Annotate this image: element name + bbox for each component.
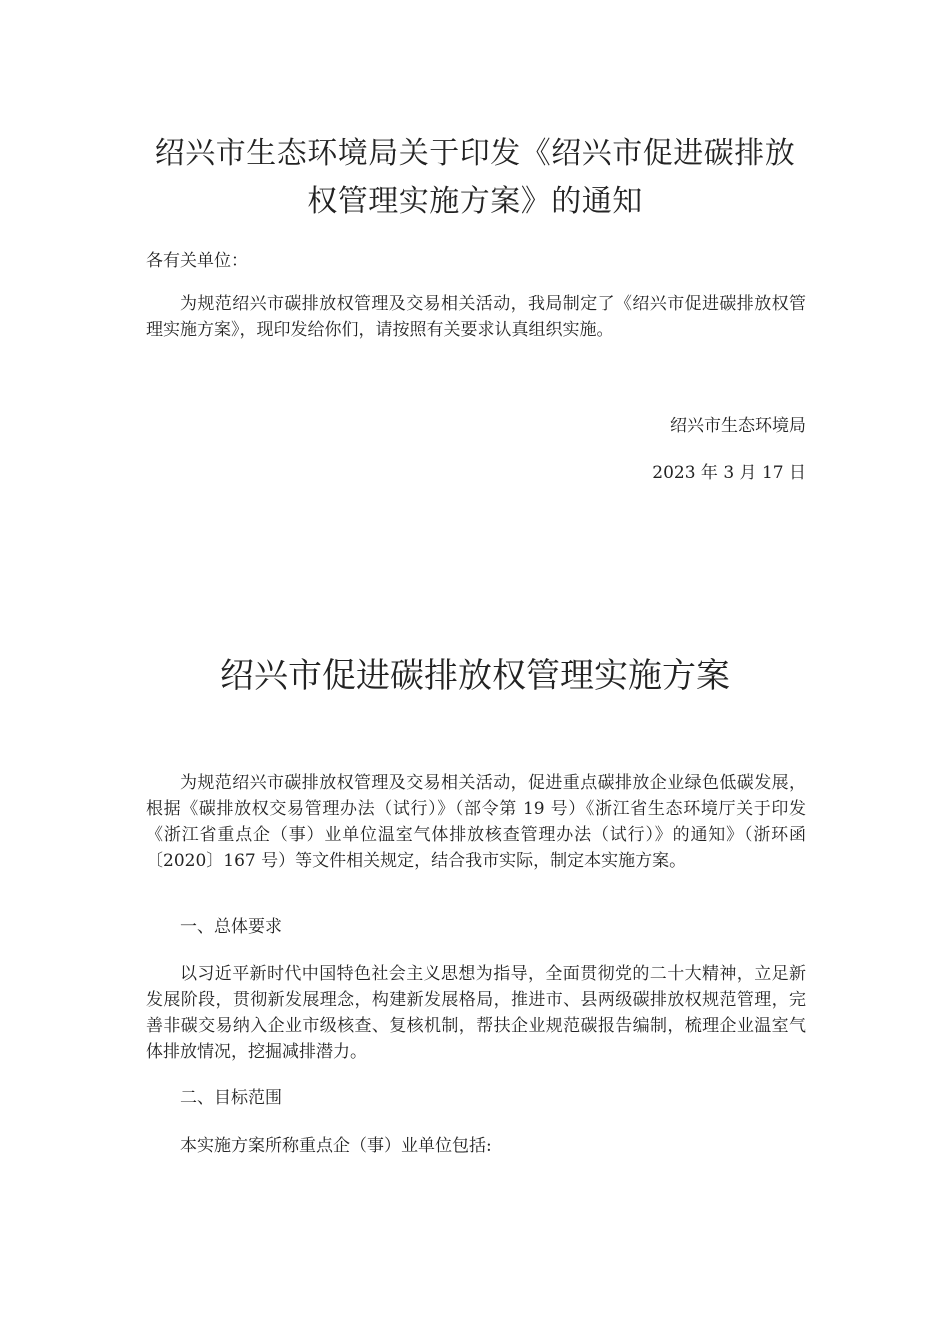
signature-org: 绍兴市生态环境局 (670, 416, 806, 436)
plan-title: 绍兴市促进碳排放权管理实施方案 (220, 656, 730, 696)
section1-body: 以习近平新时代中国特色社会主义思想为指导，全面贯彻党的二十大精神，立足新发展阶段，贯彻新发展理念，构建新发展格局，推进市、县两级碳排放权规范管理，完善非碳交易纳入企业市级核查、复核机制，帮扶企业规范碳报告编制，梳理企业温室气体排放情况，挖掘减排潜力。 (146, 964, 806, 1062)
section2-heading: 二、目标范围 (180, 1088, 282, 1108)
section1-heading: 一、总体要求 (180, 917, 282, 937)
signature-date: 2023 年 3 月 17 日 (652, 463, 806, 483)
notice-body: 为规范绍兴市碳排放权管理及交易相关活动，我局制定了《绍兴市促进碳排放权管理实施方案》，现印发给你们，请按照有关要求认真组织实施。 (146, 294, 806, 340)
plan-intro: 为规范绍兴市碳排放权管理及交易相关活动，促进重点碳排放企业绿色低碳发展，根据《碳排放权交易管理办法（试行）》（部令第 19 号）《浙江省生态环境厅关于印发《浙江省重点企（事）业单位温室气体排放核查管理办法（试行）》的通知》（浙环函〔2020〕167 号）等文件相关规定，结合我市实际，制定本实施方案。 (146, 773, 806, 871)
notice-title: 绍兴市生态环境局关于印发《绍兴市促进碳排放权管理实施方案》的通知 (154, 136, 796, 219)
salutation: 各有关单位： (146, 251, 248, 271)
section2-body: 本实施方案所称重点企（事）业单位包括: (180, 1136, 492, 1156)
